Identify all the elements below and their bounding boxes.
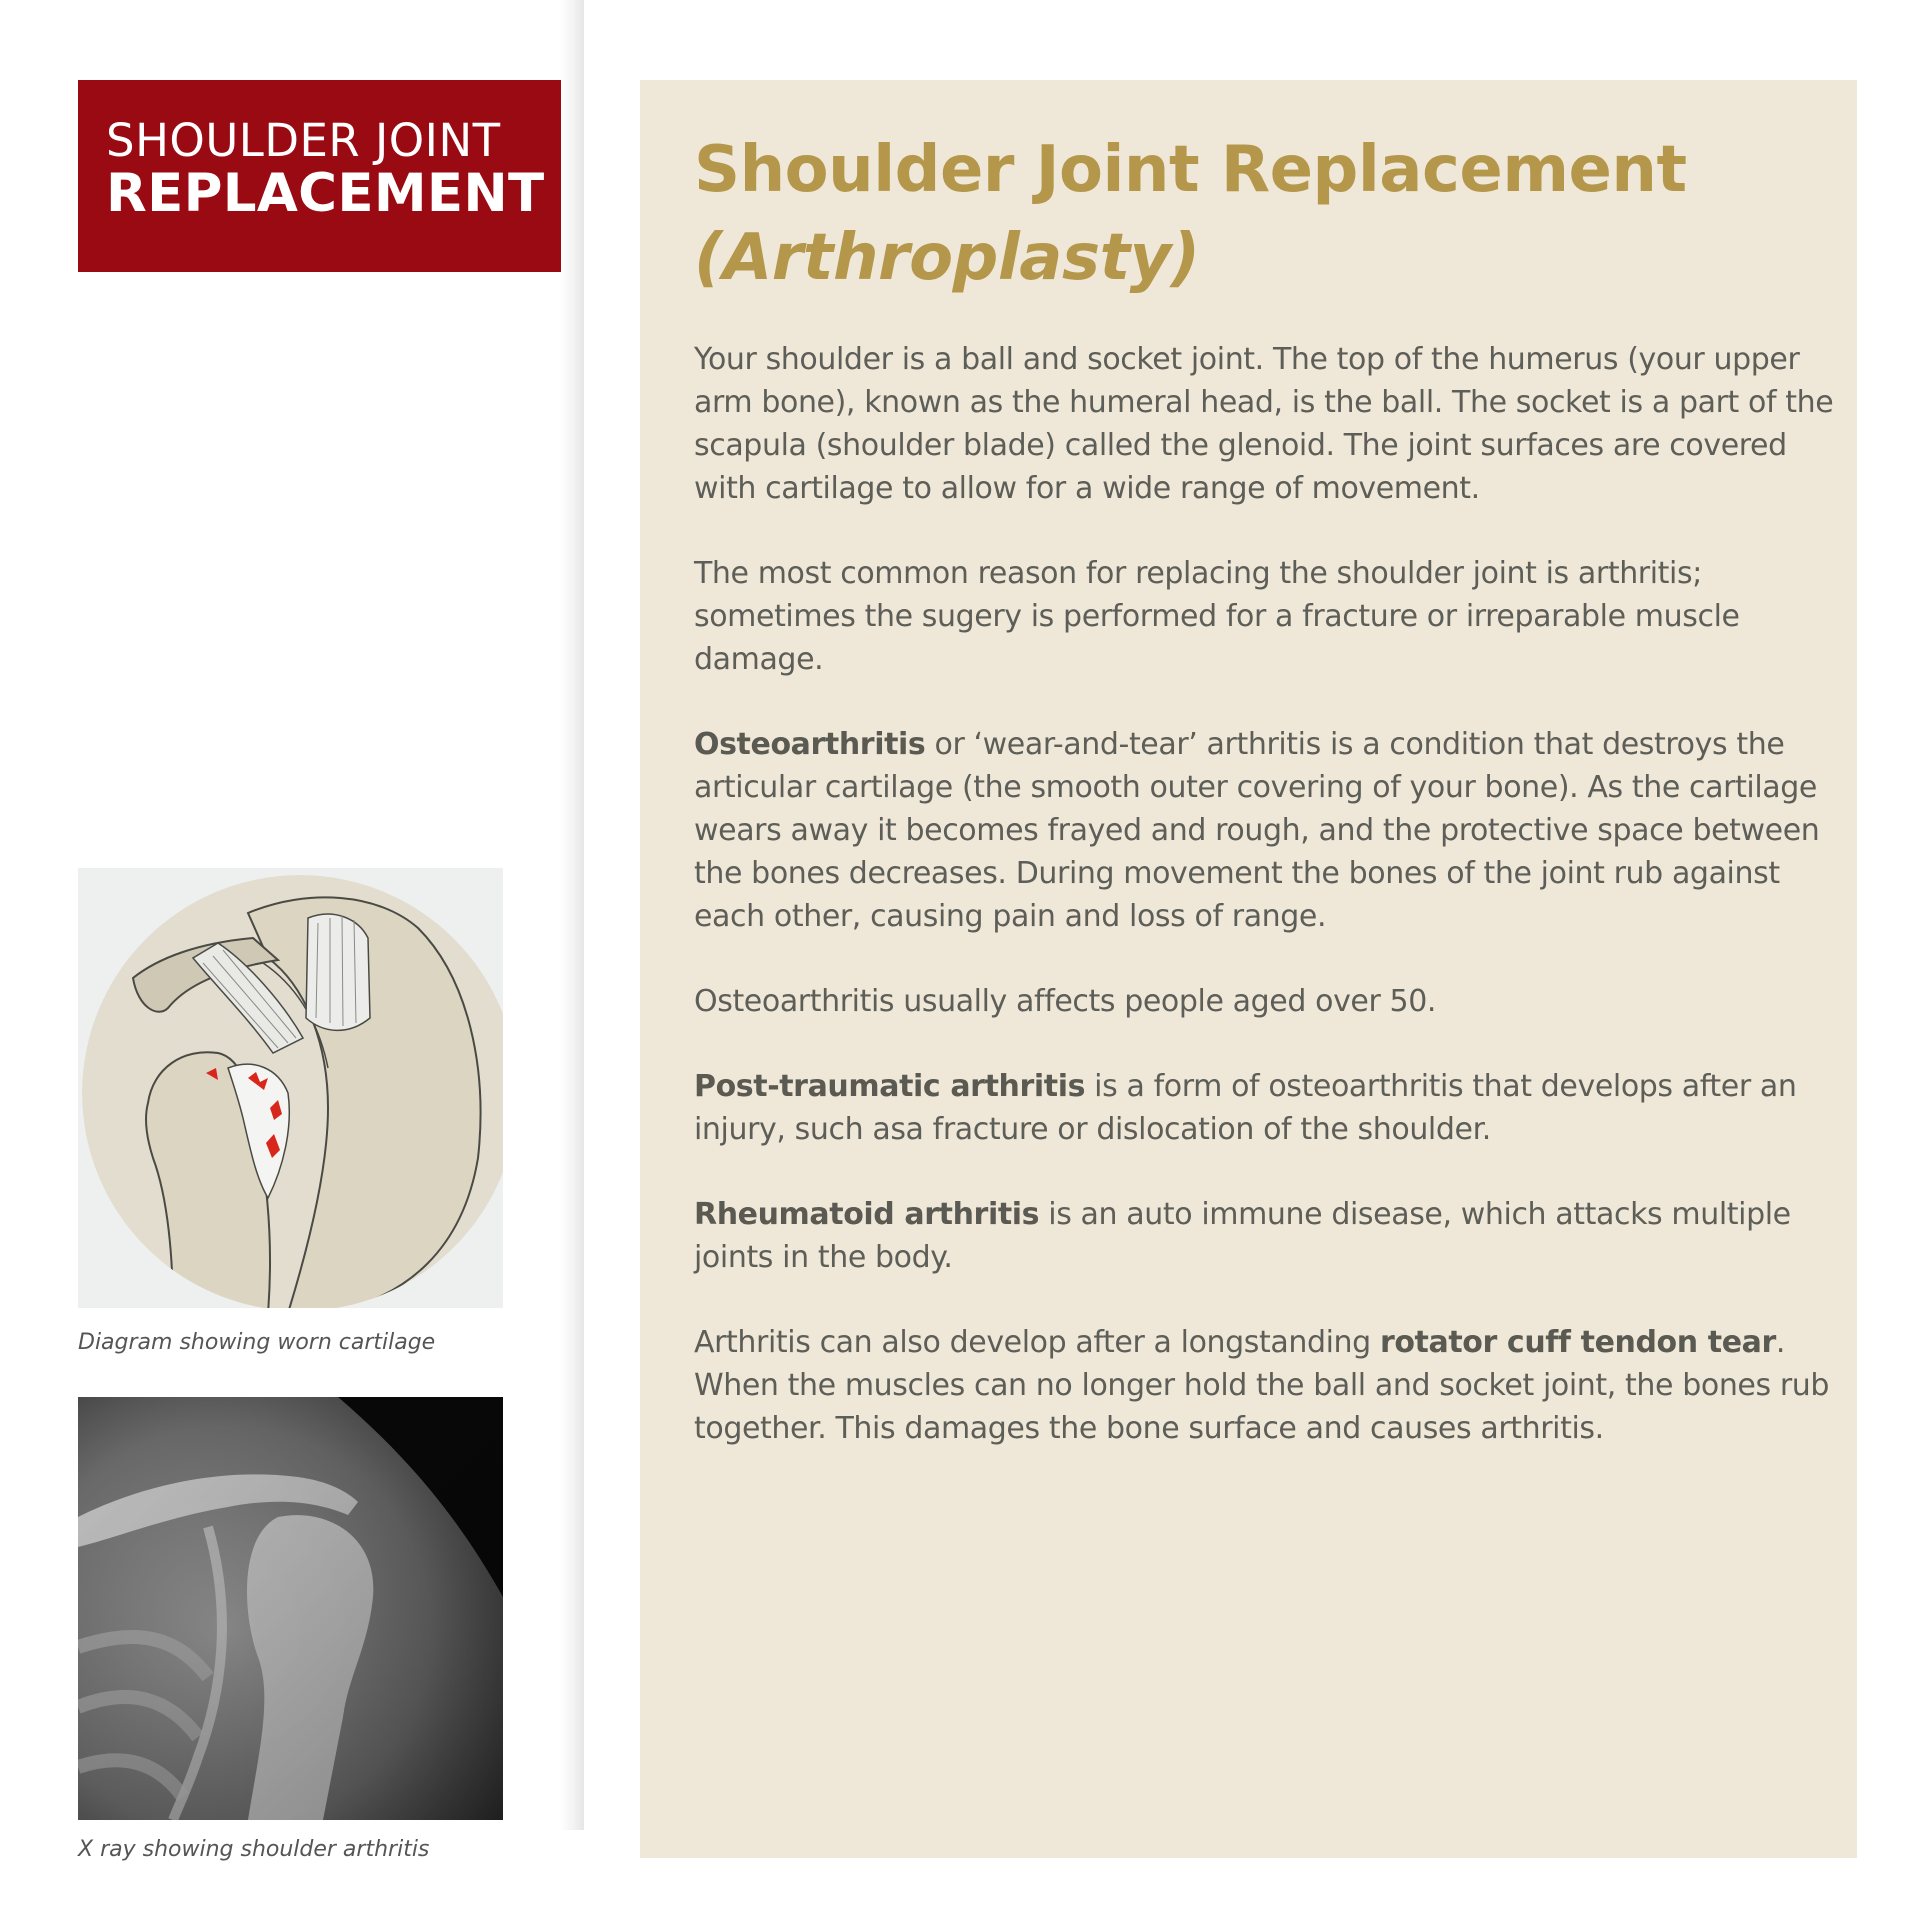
section-title-line1: SHOULDER JOINT — [106, 114, 501, 167]
article-body — [694, 338, 1834, 1450]
post-traumatic-text: is a form of osteoarthritis that develops after an injury, such asa fracture or dislocation of the shoulder. — [694, 1069, 1797, 1147]
content-panel — [640, 80, 1857, 1858]
page-title-line2: (Arthroplasty) — [694, 221, 1200, 295]
term-rotator-cuff: rotator cuff tendon tear — [1379, 1325, 1776, 1360]
page-title — [694, 126, 1857, 302]
paragraph-rotator-cuff — [694, 1321, 1834, 1450]
section-title-line2: REPLACEMENT — [106, 163, 545, 224]
column-divider — [560, 0, 584, 1830]
paragraph-reasons: The most common reason for replacing the shoulder joint is arthritis; sometimes the sugery is performed for a fracture or irreparable muscle damage. — [694, 556, 1740, 677]
section-title-block — [78, 80, 561, 272]
paragraph-age: Osteoarthritis usually affects people aged over 50. — [694, 984, 1437, 1019]
rotator-cuff-pre: Arthritis can also develop after a longstanding — [694, 1325, 1380, 1360]
osteoarthritis-text: or ‘wear-and-tear’ arthritis is a condition that destroys the articular cartilage (the smooth outer covering of your bone). As the cartilage wears away it becomes frayed and rough, and the protective space between the bones decreases. During movement the bones of the joint rub against each other, causing pain and loss of range. — [694, 727, 1820, 934]
cartilage-diagram-caption: Diagram showing worn cartilage — [78, 1330, 436, 1355]
xray-caption: X ray showing shoulder arthritis — [78, 1837, 430, 1862]
xray-illustration — [78, 1397, 503, 1820]
shoulder-diagram-illustration — [78, 868, 503, 1308]
rheumatoid-text: is an auto immune disease, which attacks multiple joints in the body. — [694, 1197, 1791, 1275]
term-post-traumatic: Post-traumatic arthritis — [694, 1069, 1086, 1104]
paragraph-post-traumatic — [694, 1065, 1834, 1151]
paragraph-rheumatoid — [694, 1193, 1834, 1279]
shoulder-xray-image — [78, 1397, 503, 1820]
rotator-cuff-post: . When the muscles can no longer hold the ball and socket joint, the bones rub together. This damages the bone surface and causes arthritis. — [694, 1325, 1830, 1446]
cartilage-diagram-image — [78, 868, 503, 1308]
paragraph-intro: Your shoulder is a ball and socket joint. The top of the humerus (your upper arm bone), known as the humeral head, is the ball. The socket is a part of the scapula (shoulder blade) called the glenoid. The joint surfaces are covered with cartilage to allow for a wide range of movement. — [694, 342, 1834, 506]
page-title-line1: Shoulder Joint Replacement — [694, 133, 1687, 207]
sidebar — [0, 0, 580, 1922]
term-rheumatoid: Rheumatoid arthritis — [694, 1197, 1040, 1232]
paragraph-osteoarthritis — [694, 723, 1834, 938]
term-osteoarthritis: Osteoarthritis — [694, 727, 926, 762]
